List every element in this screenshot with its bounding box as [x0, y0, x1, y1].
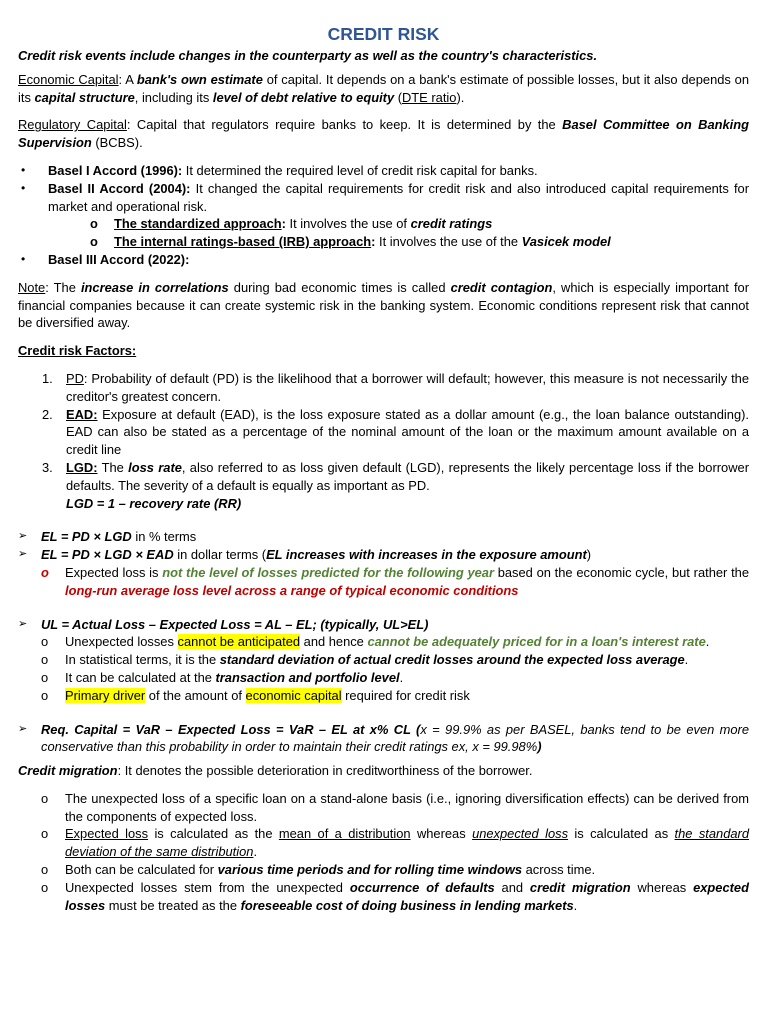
- circle-bullet-icon: o: [41, 879, 49, 895]
- arrow-bullet-icon: ➢: [18, 548, 28, 561]
- text-span: ): [586, 547, 592, 563]
- list-item: [18, 459, 749, 512]
- emphasis: Vasicek model: [521, 234, 611, 250]
- text-span: is calculated as: [568, 826, 675, 842]
- list-number: 3.: [42, 459, 53, 475]
- emphasis: foreseeable cost of doing business in lending markets: [240, 897, 574, 913]
- highlight: economic capital: [245, 687, 342, 703]
- emphasis: credit ratings: [410, 216, 493, 232]
- text-span: based on the economic cycle, but rather the: [493, 564, 749, 580]
- text-span: whereas: [630, 879, 694, 895]
- text-span: Exposure at default (EAD), is the loss exposure stated as a dollar amount (e.g., the loan balance outstanding). EAD can also be stated as a percentage of the nominal amount of the loan or the maximum amount available on a credit line: [66, 406, 749, 458]
- text-span: whereas: [410, 826, 473, 842]
- circle-bullet-icon: o: [41, 862, 49, 878]
- emphasis: transaction and portfolio level: [215, 669, 400, 685]
- text-span: It can be calculated at the: [65, 669, 216, 685]
- circle-bullet-icon: o: [41, 687, 49, 703]
- regulatory-capital-term: Regulatory Capital: [18, 117, 127, 133]
- text-span: across time.: [522, 862, 596, 878]
- emphasis: increase in correlations: [80, 279, 229, 295]
- intro-text: Credit risk events include changes in the counterparty as well as the country's characteristics.: [18, 48, 598, 63]
- emphasis: Basel Committee on Banking Supervision: [18, 117, 749, 151]
- req-capital-note: x = 99.9% as per BASEL, banks tend to be even more conservative than this probability in order to maintain their credit ratings ex, x = 99.98%: [41, 721, 749, 755]
- text-span: : Probability of default (PD) is the likelihood that a borrower will default; however, this measure is not necessarily the creditor's greatest concern.: [66, 370, 749, 404]
- list-item: [18, 633, 749, 651]
- emphasis: capital structure: [34, 89, 135, 105]
- lgd-formula: LGD = 1 – recovery rate (RR): [66, 495, 242, 511]
- el-formula: EL = PD × LGD × EAD: [41, 547, 174, 563]
- text-span: : A: [118, 71, 137, 87]
- circle-bullet-icon: o: [41, 669, 49, 685]
- emphasis: expected losses: [65, 879, 749, 913]
- underlined-term: the standard deviation of the same distribution: [65, 826, 750, 860]
- list-item: [18, 651, 749, 669]
- text-span: of capital. It depends on a bank's estimate of possible losses, but it also depends on its: [18, 71, 749, 105]
- highlight: Primary driver: [65, 687, 146, 703]
- emphasis: various time periods and for rolling time windows: [217, 862, 523, 878]
- text-span: The: [97, 459, 129, 475]
- list-item: [18, 687, 749, 705]
- factor-label: EAD:: [66, 406, 98, 422]
- list-item: [18, 861, 749, 879]
- text-span: during bad economic times is called: [228, 279, 451, 295]
- text-span: (BCBS).: [91, 135, 143, 151]
- list-item: [18, 616, 749, 634]
- emphasis: EL increases with increases in the exposure amount: [266, 547, 587, 563]
- economic-capital-term: Economic Capital: [18, 71, 119, 87]
- text-span: : It denotes the possible deterioration in creditworthiness of the borrower.: [117, 763, 533, 779]
- underlined-term: mean of a distribution: [278, 826, 411, 842]
- bullet-icon: •: [21, 162, 26, 177]
- req-capital-formula: Req. Capital = VaR – Expected Loss = VaR – EL at x% CL (: [41, 721, 421, 737]
- circle-bullet-icon: o: [41, 634, 49, 650]
- list-item: [18, 528, 749, 546]
- factor-label: LGD:: [66, 459, 98, 475]
- list-item: [18, 180, 749, 216]
- regulatory-capital-paragraph: [18, 116, 749, 152]
- text-span: and: [494, 879, 530, 895]
- text-span: .: [573, 897, 578, 913]
- list-item: [18, 406, 749, 459]
- text-span: ): [537, 739, 542, 755]
- text-span: , which is especially important for financial companies because it can create systemic risk in the banking system. Economic conditions represent risk that cannot be diversified away.: [18, 279, 749, 331]
- highlight: cannot be anticipated: [177, 634, 301, 650]
- text-span: It involves the use of the: [375, 234, 522, 250]
- text-span: is calculated as the: [148, 826, 279, 842]
- emphasis: loss rate: [128, 459, 182, 475]
- underlined-term: Expected loss: [65, 826, 149, 842]
- list-item: [18, 546, 749, 564]
- emphasis-green: not the level of losses predicted for the following year: [162, 564, 494, 580]
- list-item: [18, 721, 749, 757]
- ul-formula: UL = Actual Loss – Expected Loss = AL – EL; (typically, UL>EL): [41, 616, 429, 632]
- emphasis: bank's own estimate: [136, 71, 263, 87]
- document-page: [18, 22, 749, 914]
- factor-label: PD: [66, 370, 84, 386]
- list-item: [18, 162, 749, 180]
- emphasis-green: cannot be adequately priced for in a loan's interest rate: [367, 634, 706, 650]
- list-number: 2.: [42, 406, 53, 422]
- text-span: Unexpected losses: [65, 634, 178, 650]
- text-span: .: [684, 652, 689, 668]
- text-span: ).: [456, 89, 465, 105]
- text-span: of the amount of: [145, 687, 246, 703]
- arrow-bullet-icon: ➢: [18, 530, 28, 543]
- circle-bullet-icon: o: [41, 652, 49, 668]
- circle-bullet-icon: o: [90, 216, 98, 232]
- factors-heading: Credit risk Factors:: [18, 343, 137, 359]
- economic-capital-paragraph: [18, 71, 749, 107]
- text-span: .: [705, 634, 710, 650]
- text-span: It determined the required level of credit risk capital for banks.: [182, 162, 538, 178]
- text-span: The unexpected loss of a specific loan on a stand-alone basis (i.e., ignoring diversification effects) can be derived from the components of expected loss.: [65, 790, 749, 824]
- credit-migration-paragraph: [18, 762, 749, 780]
- text-span: in dollar terms (: [173, 547, 267, 563]
- emphasis: credit contagion: [450, 279, 553, 295]
- list-item: [18, 370, 749, 406]
- page-title: CREDIT RISK: [327, 24, 440, 44]
- list-number: 1.: [42, 370, 53, 386]
- approach-label: The internal ratings-based (IRB) approach: [114, 234, 372, 250]
- basel-label: Basel III Accord (2022):: [48, 251, 190, 267]
- emphasis: occurrence of defaults: [349, 879, 495, 895]
- bullet-icon: •: [21, 180, 26, 195]
- circle-bullet-icon: o: [90, 234, 98, 250]
- underlined-term: unexpected loss: [472, 826, 569, 842]
- text-span: and hence: [300, 634, 368, 650]
- dte-ratio-term: DTE ratio: [402, 89, 457, 105]
- basel-label: Basel I Accord (1996):: [48, 162, 183, 178]
- text-span: Expected loss is: [65, 564, 163, 580]
- list-item: [18, 251, 749, 269]
- emphasis: standard deviation of actual credit losses around the expected loss average: [219, 652, 685, 668]
- basel-label: Basel II Accord (2004):: [48, 180, 191, 196]
- text-span: must be treated as the: [105, 897, 241, 913]
- bullet-icon: •: [21, 251, 26, 266]
- note-term: Note: [18, 279, 46, 295]
- text-span: required for credit risk: [341, 687, 470, 703]
- text-span: in % terms: [131, 529, 197, 545]
- list-item: [18, 564, 749, 600]
- text-span: Unexpected losses stem from the unexpected: [65, 879, 350, 895]
- circle-bullet-icon: o: [41, 826, 49, 842]
- circle-bullet-icon: o: [41, 564, 49, 580]
- list-item: [18, 233, 749, 251]
- text-span: (: [394, 89, 402, 105]
- text-span: , also referred to as loss given default (LGD), represents the likely percentage loss if the borrower defaults. The severity of a default is equally as important as PD.: [66, 459, 749, 493]
- emphasis-red: long-run average loss level across a range of typical economic conditions: [65, 582, 519, 598]
- list-item: [18, 215, 749, 233]
- arrow-bullet-icon: ➢: [18, 722, 28, 735]
- text-span: In statistical terms, it is the: [65, 652, 220, 668]
- credit-migration-term: Credit migration: [18, 763, 118, 779]
- text-span: .: [253, 844, 258, 860]
- circle-bullet-icon: o: [41, 790, 49, 806]
- text-span: :: [281, 216, 286, 232]
- emphasis: credit migration: [529, 879, 631, 895]
- text-span: It changed the capital requirements for credit risk and also introduced capital requirements for market and operational risk.: [48, 180, 749, 214]
- list-item: [18, 669, 749, 687]
- text-span: : The: [45, 279, 81, 295]
- arrow-bullet-icon: ➢: [18, 617, 28, 630]
- note-paragraph: [18, 279, 749, 332]
- text-span: It involves the use of: [285, 216, 411, 232]
- text-span: , including its: [134, 89, 213, 105]
- text-span: .: [399, 669, 404, 685]
- list-item: [18, 825, 749, 861]
- el-formula: EL = PD × LGD: [41, 529, 132, 545]
- text-span: :: [371, 234, 376, 250]
- list-item: [18, 790, 749, 826]
- list-item: [18, 879, 749, 915]
- text-span: : Capital that regulators require banks to keep. It is determined by the: [126, 117, 563, 133]
- approach-label: The standardized approach: [114, 216, 282, 232]
- text-span: Both can be calculated for: [65, 862, 218, 878]
- emphasis: level of debt relative to equity: [212, 89, 395, 105]
